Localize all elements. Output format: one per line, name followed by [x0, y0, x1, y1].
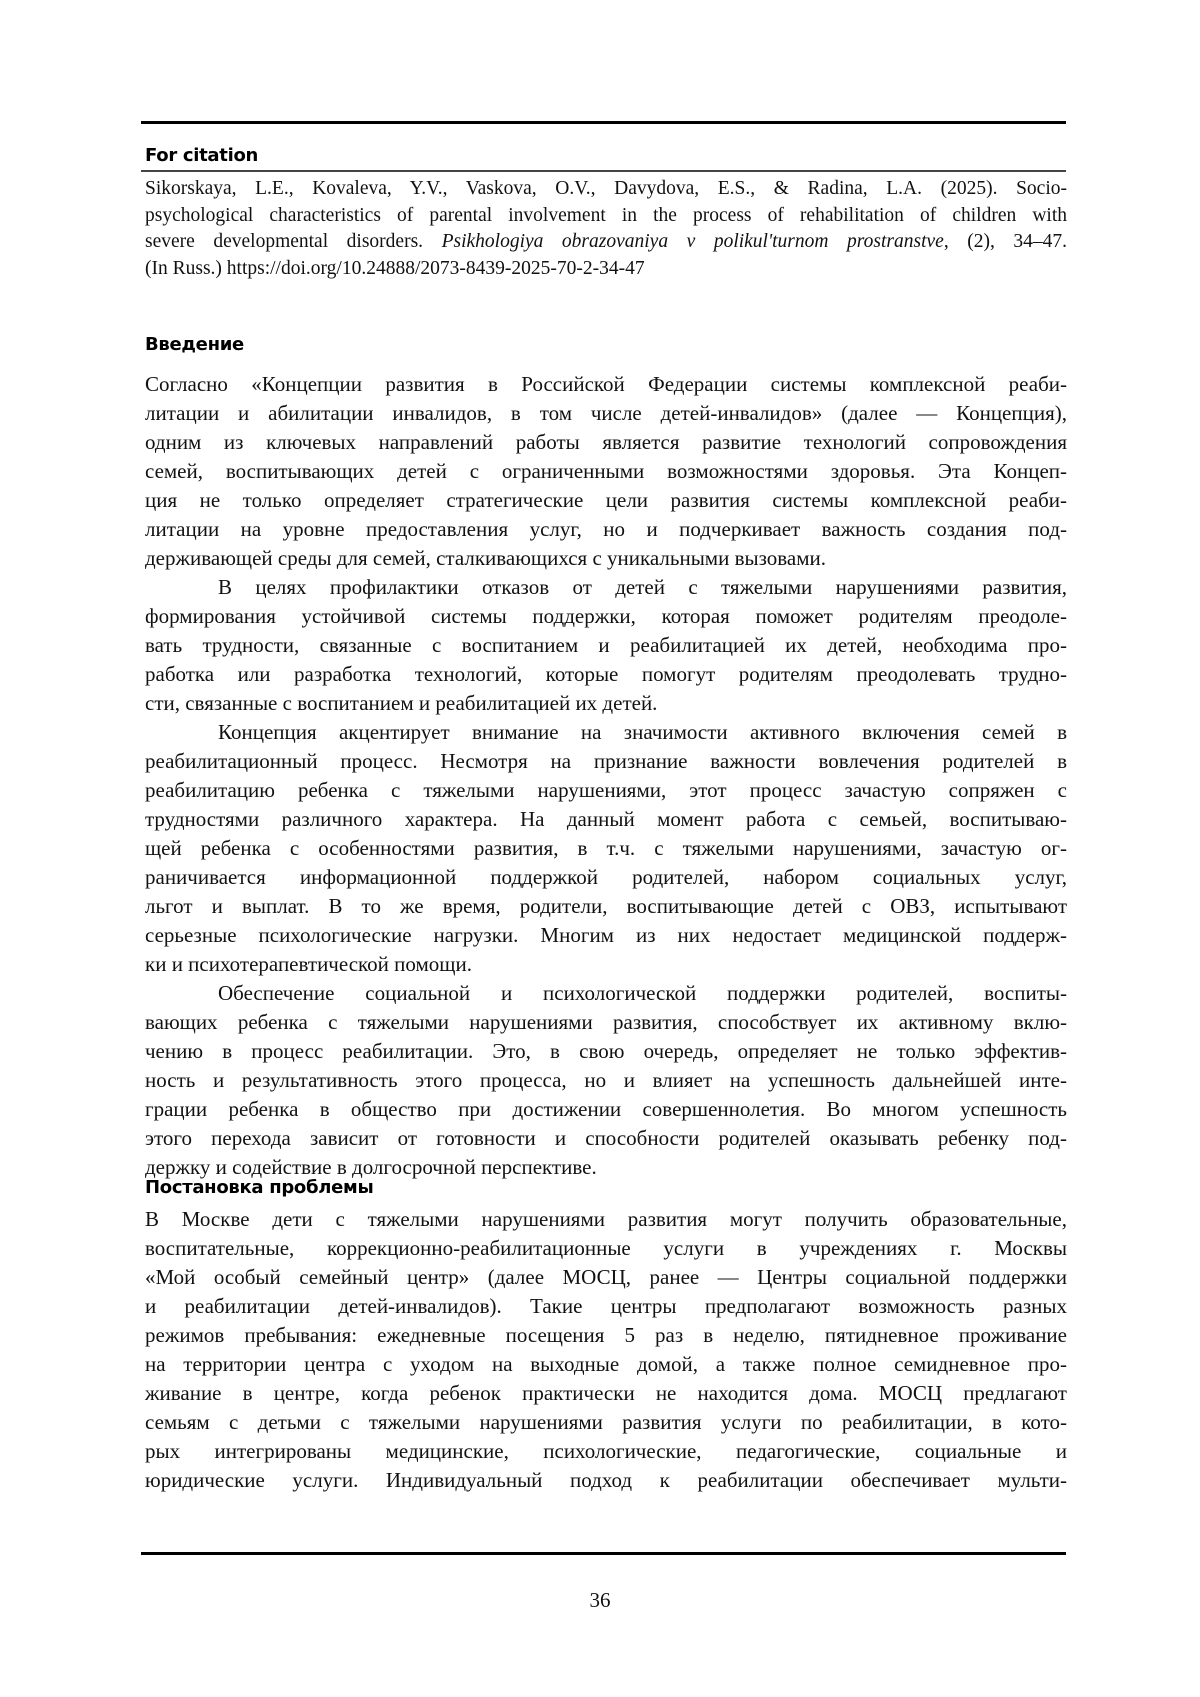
paragraph-line: формирования устойчивой системы поддержки, которая поможет родителям преодоле-	[145, 604, 1067, 628]
paragraph-line: режимов пребывания: ежедневные посещения 5 раз в неделю, пятидневное проживание	[145, 1323, 1067, 1347]
citation-text-part: , (2), 34–47.	[943, 231, 1068, 252]
paragraph-line: В Москве дети с тяжелыми нарушениями развития могут получить образовательные,	[145, 1207, 1067, 1231]
paragraph-line: литации и абилитации инвалидов, в том числе детей-инвалидов» (далее — Концепция),	[145, 401, 1067, 425]
paragraph-line: ки и психотерапевтической помощи.	[145, 952, 472, 976]
paragraph-line: держку и содействие в долгосрочной перспективе.	[145, 1155, 597, 1179]
paragraph-line: на территории центра с уходом на выходные домой, а также полное семидневное про-	[145, 1352, 1067, 1376]
paragraph-line: и реабилитации детей-инвалидов). Такие центры предполагают возможность разных	[145, 1294, 1067, 1318]
citation-rule	[141, 170, 1066, 172]
paragraph-line: литации на уровне предоставления услуг, но и подчеркивает важность создания под-	[145, 517, 1067, 541]
paragraph-line: работка или разработка технологий, которые помогут родителям преодолевать трудно-	[145, 662, 1067, 686]
citation-doi[interactable]: (In Russ.) https://doi.org/10.24888/2073-8439-2025-70-2-34-47	[145, 257, 645, 279]
paragraph-line: Согласно «Концепции развития в Российской Федерации системы комплексной реаби-	[145, 372, 1067, 396]
paragraph-line: вать трудности, связанные с воспитанием и реабилитацией их детей, необходима про-	[145, 633, 1067, 657]
paragraph-line: серьезные психологические нагрузки. Многим из них недостает медицинской поддерж-	[145, 923, 1067, 947]
citation-heading: For citation	[145, 145, 259, 166]
paragraph-line: реабилитационный процесс. Несмотря на признание важности вовлечения родителей в	[145, 749, 1067, 773]
paragraph-line: В целях профилактики отказов от детей с тяжелыми нарушениями развития,	[218, 575, 1067, 599]
paragraph-line: живание в центре, когда ребенок практически не находится дома. МОСЦ предлагают	[145, 1381, 1067, 1405]
paragraph-line: Обеспечение социальной и психологической поддержки родителей, воспиты-	[218, 981, 1067, 1005]
bottom-rule	[141, 1552, 1066, 1555]
paragraph-line: одним из ключевых направлений работы является развитие технологий сопровождения	[145, 430, 1067, 454]
paragraph-line: юридические услуги. Индивидуальный подход к реабилитации обеспечивает мульти-	[145, 1468, 1067, 1492]
paragraph-line: сти, связанные с воспитанием и реабилитацией их детей.	[145, 691, 658, 715]
paragraph-line: раничивается информационной поддержкой родителей, набором социальных услуг,	[145, 865, 1067, 889]
paragraph-line: вающих ребенка с тяжелыми нарушениями развития, способствует их активному вклю-	[145, 1010, 1067, 1034]
intro-body	[145, 370, 1067, 1182]
paragraph-line: воспитательные, коррекционно-реабилитационные услуги в учреждениях г. Москвы	[145, 1236, 1067, 1260]
problem-body	[145, 1205, 1067, 1495]
paragraph-line: грации ребенка в общество при достижении совершеннолетия. Во многом успешность	[145, 1097, 1067, 1121]
problem-heading: Постановка проблемы	[145, 1177, 374, 1198]
journal-title: Psikhologiya obrazovaniya v polikul'turnom prostranstve	[441, 231, 944, 252]
citation-text	[145, 176, 1067, 282]
paragraph-line: держивающей среды для семей, сталкивающихся с уникальными вызовами.	[145, 546, 827, 570]
citation-line: Sikorskaya, L.E., Kovaleva, Y.V., Vaskova, O.V., Davydova, E.S., & Radina, L.A. (2025). Socio-	[145, 178, 1067, 199]
top-rule	[141, 121, 1066, 124]
citation-text-part: severe developmental disorders.	[145, 231, 442, 252]
paragraph-line: льгот и выплат. В то же время, родители, воспитывающие детей с ОВЗ, испытывают	[145, 894, 1067, 918]
citation-line: psychological characteristics of parental involvement in the process of rehabilitation of children with	[145, 204, 1067, 226]
intro-heading: Введение	[145, 334, 244, 355]
paragraph-line: «Мой особый семейный центр» (далее МОСЦ, ранее — Центры социальной поддержки	[145, 1265, 1067, 1289]
paragraph-line: ность и результативность этого процесса, но и влияет на успешность дальнейшей инте-	[145, 1068, 1067, 1092]
paragraph-line: рых интегрированы медицинские, психологические, педагогические, социальные и	[145, 1439, 1067, 1463]
paragraph-line: щей ребенка с особенностями развития, в т.ч. с тяжелыми нарушениями, зачастую ог-	[145, 836, 1067, 860]
paragraph-line: ция не только определяет стратегические цели развития системы комплексной реаби-	[145, 488, 1067, 512]
paragraph-line: трудностями различного характера. На данный момент работа с семьей, воспитываю-	[145, 807, 1067, 831]
paragraph-line: Концепция акцентирует внимание на значимости активного включения семей в	[218, 720, 1067, 744]
paragraph-line: этого перехода зависит от готовности и способности родителей оказывать ребенку под-	[145, 1126, 1067, 1150]
paragraph-line: семей, воспитывающих детей с ограниченными возможностями здоровья. Эта Концеп-	[145, 459, 1067, 483]
citation-line	[145, 229, 1067, 256]
paragraph-line: реабилитацию ребенка с тяжелыми нарушениями, этот процесс зачастую сопряжен с	[145, 778, 1067, 802]
paragraph-line: чению в процесс реабилитации. Это, в свою очередь, определяет не только эффектив-	[145, 1039, 1067, 1063]
page-number: 36	[589, 1588, 611, 1612]
paragraph-line: семьям с детьми с тяжелыми нарушениями развития услуги по реабилитации, в кото-	[145, 1410, 1067, 1434]
